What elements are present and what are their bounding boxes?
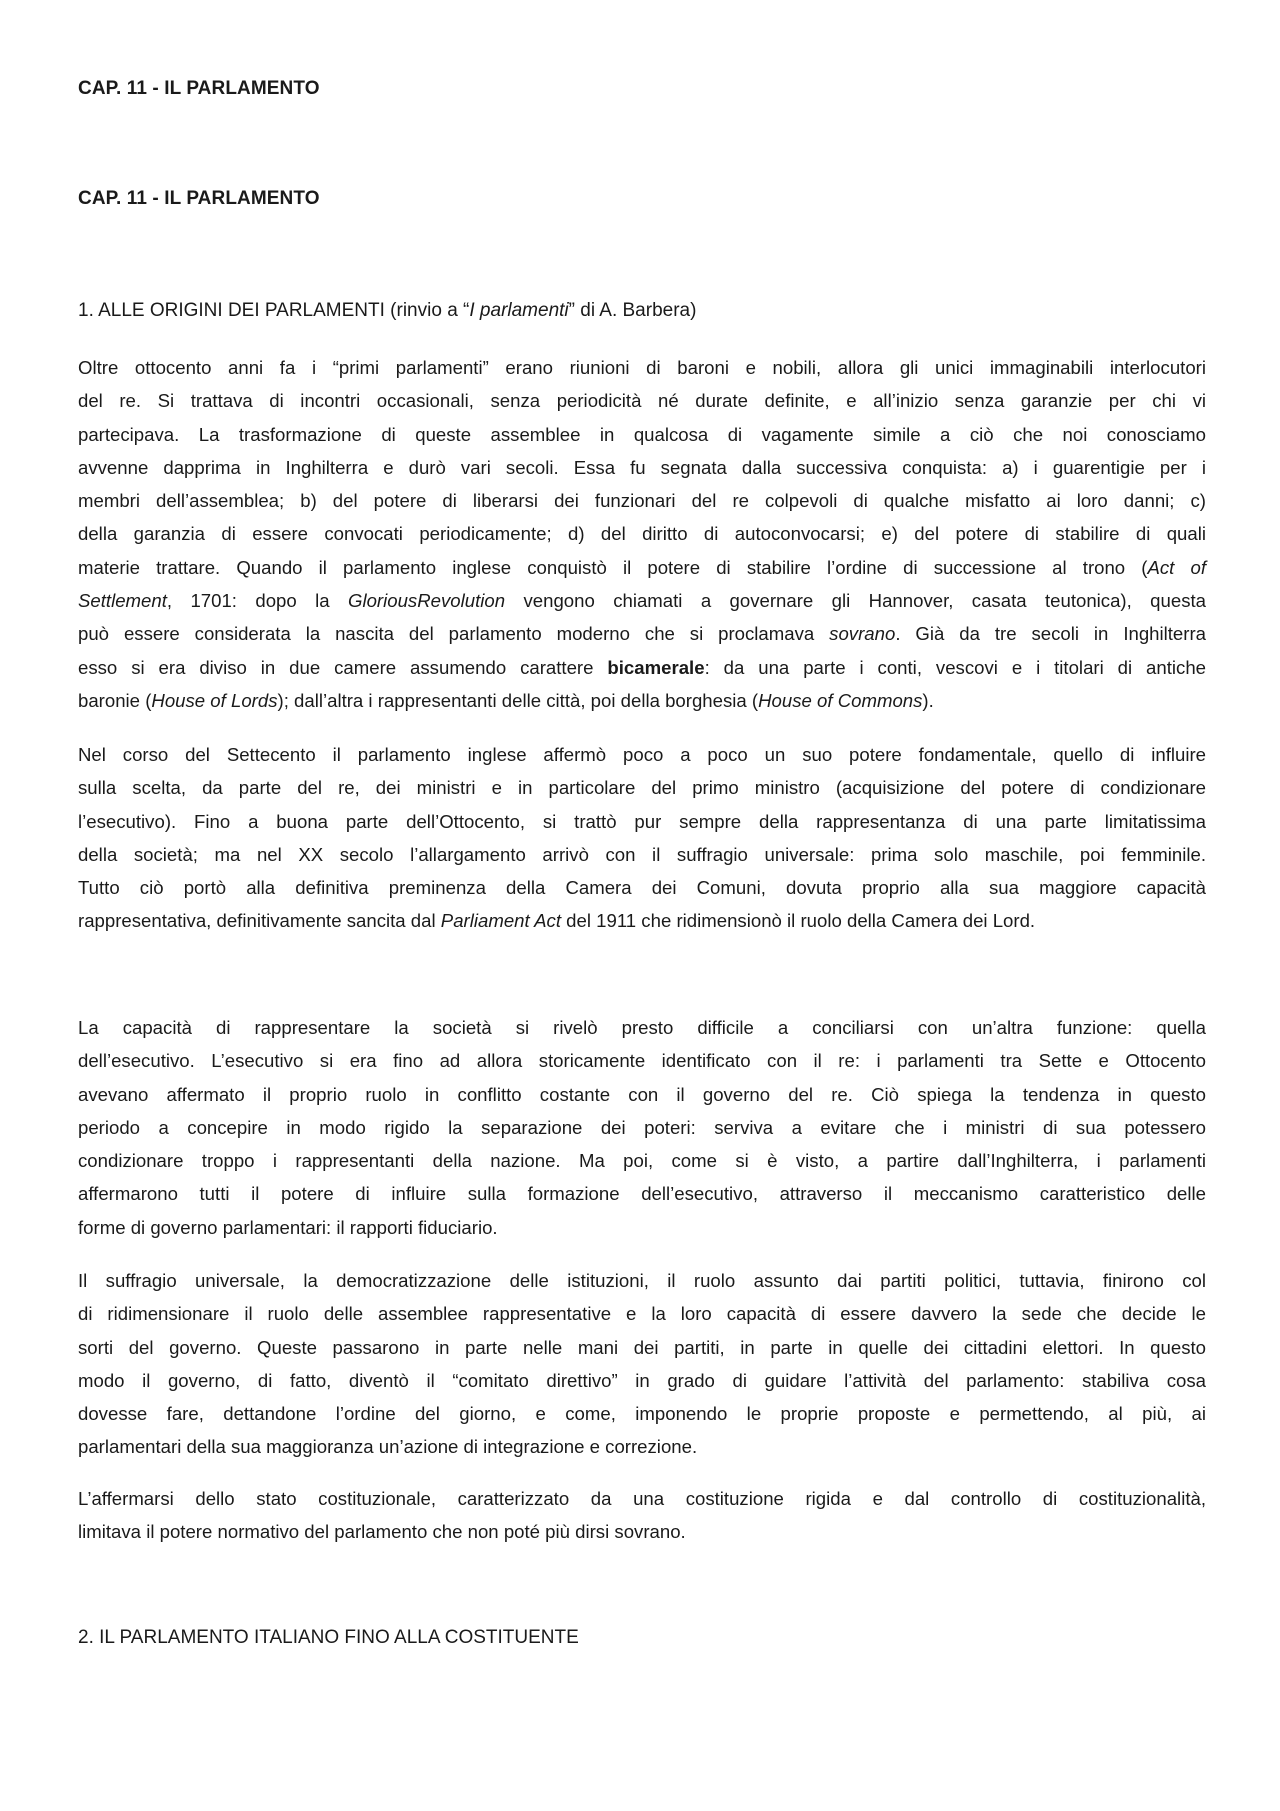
paragraph-eighteenth-century: Nel corso del Settecento il parlamento inglese affermò poco a poco un suo potere fondamentale, quello di influire sulla scelta, da parte del re, dei ministri e in particolare del primo ministro (acquisizione del potere di condizionare l’esecutivo). Fino a buona parte dell’Ottocento, si trattò pur sempre della rappresentanza di una parte limitatissima della società; ma nel XX secolo l’allargamento arrivò con il suffragio universale: prima solo maschile, poi femminile. Tutto ciò portò alla definitiva preminenza della Camera dei Comuni, dovuta proprio alla sua maggiore capacità rappresentativa, definitivamente sancita dal Parliament Act del 1911 che ridimensionò il ruolo della Camera dei Lord. [78, 744, 1206, 932]
section-heading-2: 2. IL PARLAMENTO ITALIANO FINO ALLA COSTITUENTE [78, 1627, 579, 1648]
chapter-title-repeat: CAP. 11 - IL PARLAMENTO [78, 188, 320, 209]
section-heading-1: 1. ALLE ORIGINI DEI PARLAMENTI (rinvio a “I parlamenti” di A. Barbera) [78, 300, 697, 321]
paragraph-origins: Oltre ottocento anni fa i “primi parlamenti” erano riunioni di baroni e nobili, allora gli unici immaginabili interlocutori del re. Si trattava di incontri occasionali, senza periodicità né durate definite, e all’inizio senza garanzie per chi vi partecipava. La trasformazione di queste assemblee in qualcosa di vagamente simile a ciò che noi conosciamo avvenne dapprima in Inghilterra e durò vari secoli. Essa fu segnata dalla successiva conquista: a) i guarentigie per i membri dell’assemblea; b) del potere di liberarsi dei funzionari del re colpevoli di qualche misfatto ai loro danni; c) della garanzia di essere convocati periodicamente; d) del diritto di autoconvocarsi; e) del potere di stabilire di quali materie trattare. Quando il parlamento inglese conquistò il potere di stabilire l’ordine di successione al trono (Act of Settlement, 1701: dopo la GloriousRevolution vengono chiamati a governare gli Hannover, casata teutonica), questa può essere considerata la nascita del parlamento moderno che si proclamava sovrano. Già da tre secoli in Inghilterra esso si era diviso in due camere assumendo carattere bicamerale: da una parte i conti, vescovi e i titolari di antiche baronie (House of Lords); dall’altra i rappresentanti delle città, poi della borghesia (House of Commons). [78, 357, 1207, 711]
paragraph-constitutional-state: L’affermarsi dello stato costituzionale, caratterizzato da una costituzione rigida e dal controllo di costituzionalità, limitava il potere normativo del parlamento che non poté più dirsi sovrano. [78, 1488, 1206, 1543]
chapter-title: CAP. 11 - IL PARLAMENTO [78, 78, 320, 99]
paragraph-universal-suffrage: Il suffragio universale, la democratizzazione delle istituzioni, il ruolo assunto dai partiti politici, tuttavia, finirono col di ridimensionare il ruolo delle assemblee rappresentative e la loro capacità di essere davvero la sede che decide le sorti del governo. Queste passarono in parte nelle mani dei partiti, in parte in quelle dei cittadini elettori. In questo modo il governo, di fatto, diventò il “comitato direttivo” in grado di guidare l’attività del parlamento: stabiliva cosa dovesse fare, dettandone l’ordine del giorno, e come, imponendo le proprie proposte e permettendo, al più, ai parlamentari della sua maggioranza un’azione di integrazione e correzione. [78, 1270, 1206, 1458]
paragraph-executive: La capacità di rappresentare la società si rivelò presto difficile a conciliarsi con un’altra funzione: quella dell’esecutivo. L’esecutivo si era fino ad allora storicamente identificato con il re: i parlamenti tra Sette e Ottocento avevano affermato il proprio ruolo in conflitto costante con il governo del re. Ciò spiega la tendenza in questo periodo a concepire in modo rigido la separazione dei poteri: serviva a evitare che i ministri di sua potessero condizionare troppo i rappresentanti della nazione. Ma poi, come si è visto, a partire dall’Inghilterra, i parlamenti affermarono tutti il potere di influire sulla formazione dell’esecutivo, attraverso il meccanismo caratteristico delle forme di governo parlamentari: il rapporti fiduciario. [78, 1017, 1206, 1238]
